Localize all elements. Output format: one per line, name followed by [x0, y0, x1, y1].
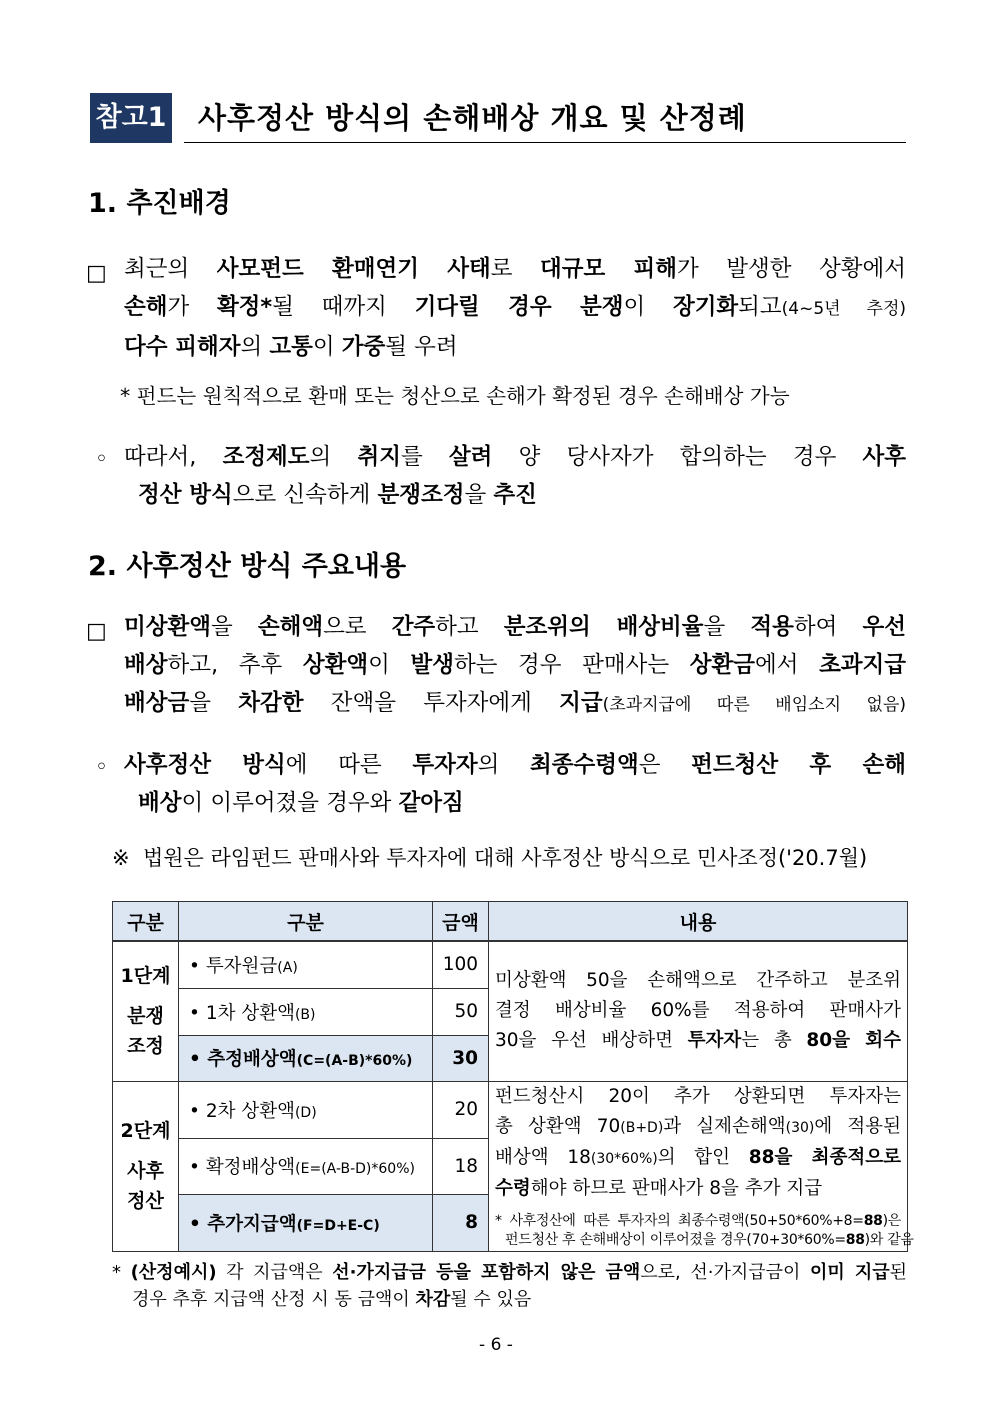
- stage2-description: 펀드청산시 20이 추가 상환되면 투자자는 총 상환액 70(B+D)과 실제손해액(30)에 적용된 배상액 18(30*60%)의 합인 88을 최종적으로 수령해야 하므로 판매사가 8을 추가 지급 * 사후정산에 따른 투자자의 최종수령액(50+50*60%+8=88)은 펀드청산 후 손해배상이 이루어졌을 경우(70+30*60%=88)와 같음: [489, 1081, 908, 1251]
- s2-line-1: 미상환액을 손해액으로 간주하고 분조위의 배상비율을 적용하여 우선: [124, 614, 906, 640]
- stage2-note-line-1: * 사후정산에 따른 투자자의 최종수령액(50+50*60%+8=88)은: [495, 1212, 901, 1229]
- s2-line-3: 배상금을 차감한 잔액을 투자자에게 지급(초과지급에 따른 배임소지 없음): [124, 690, 906, 716]
- s2-sub-line-2: 배상이 이루어졌을 경우와 같아짐: [138, 790, 464, 816]
- reference-note-text: 법원은 라임펀드 판매사와 투자자에 대해 사후정산 방식으로 민사조정('20.7월): [142, 846, 868, 870]
- section1-bullet-marker: □: [86, 261, 107, 286]
- amount-cell-highlight: 8: [433, 1194, 489, 1251]
- item-cell-highlight: • 추정배상액(C=(A-B)*60%): [179, 1035, 433, 1081]
- section1-sub-paragraph: [124, 438, 906, 514]
- section1-sub-marker: ◦: [95, 447, 108, 472]
- reference-note: [112, 841, 867, 875]
- table-row: [113, 1081, 908, 1138]
- page-title: 사후정산 방식의 손해배상 개요 및 산정례: [198, 101, 747, 135]
- section2-sub-marker: ◦: [95, 755, 108, 780]
- table-footnote: [112, 1259, 907, 1313]
- amount-cell: 100: [433, 941, 489, 988]
- header-stage: 구분: [113, 902, 179, 942]
- amount-cell-highlight: 30: [433, 1035, 489, 1081]
- stage1-description: 미상환액 50을 손해액으로 간주하고 분조위 결정 배상비율 60%를 적용하여 판매사가 30을 우선 배상하면 투자자는 총 80을 회수: [489, 941, 908, 1081]
- amount-cell: 20: [433, 1081, 489, 1138]
- section2-bullet-marker: □: [86, 619, 107, 644]
- header-item: 구분: [179, 902, 433, 942]
- section2-sub-paragraph: [124, 746, 906, 822]
- section2-paragraph: [124, 608, 906, 724]
- item-cell: • 1차 상환액(B): [179, 988, 433, 1035]
- reference-marker: ※: [112, 846, 130, 870]
- title-underline: [184, 142, 906, 143]
- item-cell: • 2차 상환액(D): [179, 1081, 433, 1138]
- section2-heading: 2. 사후정산 방식 주요내용: [88, 551, 407, 582]
- section1-footnote: * 펀드는 원칙적으로 환매 또는 청산으로 손해가 확정된 경우 손해배상 가능: [120, 384, 790, 408]
- item-cell: • 투자원금(A): [179, 941, 433, 988]
- s1-line-3: 다수 피해자의 고통이 가중될 우려: [124, 334, 458, 360]
- stage2-label: 2단계 사후 정산: [113, 1081, 179, 1251]
- header-amount: 금액: [433, 902, 489, 942]
- table-header-row: [113, 902, 908, 942]
- s1-line-2: 손해가 확정*될 때까지 기다릴 경우 분쟁이 장기화되고(4~5년 추정): [124, 294, 907, 320]
- section1-paragraph: [124, 250, 906, 366]
- amount-cell: 18: [433, 1138, 489, 1194]
- table-footnote-line-1: * (산정예시) 각 지급액은 선·가지급금 등을 포함하지 않은 금액으로, 선·가지급금이 이미 지급된: [112, 1262, 907, 1283]
- item-cell-highlight: • 추가지급액(F=D+E-C): [179, 1194, 433, 1251]
- stage1-label: 1단계 분쟁 조정: [113, 941, 179, 1081]
- table-footnote-line-2: 경우 추후 지급액 산정 시 동 금액이 차감될 수 있음: [132, 1289, 532, 1310]
- amount-cell: 50: [433, 988, 489, 1035]
- s1-sub-line-1: 따라서, 조정제도의 취지를 살려 양 당사자가 합의하는 경우 사후: [124, 444, 907, 470]
- table-row: [113, 941, 908, 988]
- stage2-note-line-2: 펀드청산 후 손해배상이 이루어졌을 경우(70+30*60%=88)와 같음: [505, 1231, 914, 1248]
- header-content: 내용: [489, 902, 908, 942]
- s2-sub-line-1: 사후정산 방식에 따른 투자자의 최종수령액은 펀드청산 후 손해: [124, 752, 906, 778]
- reference-badge: 참고1: [90, 93, 172, 143]
- s1-sub-line-2: 정산 방식으로 신속하게 분쟁조정을 추진: [138, 482, 537, 508]
- settlement-table: [112, 901, 914, 1252]
- page-number: - 6 -: [479, 1335, 513, 1355]
- s2-line-2: 배상하고, 추후 상환액이 발생하는 경우 판매사는 상환금에서 초과지급: [124, 652, 907, 678]
- item-cell: • 확정배상액(E=(A-B-D)*60%): [179, 1138, 433, 1194]
- section1-heading: 1. 추진배경: [88, 188, 231, 219]
- s1-line-1: 최근의 사모펀드 환매연기 사태로 대규모 피해가 발생한 상황에서: [124, 256, 907, 282]
